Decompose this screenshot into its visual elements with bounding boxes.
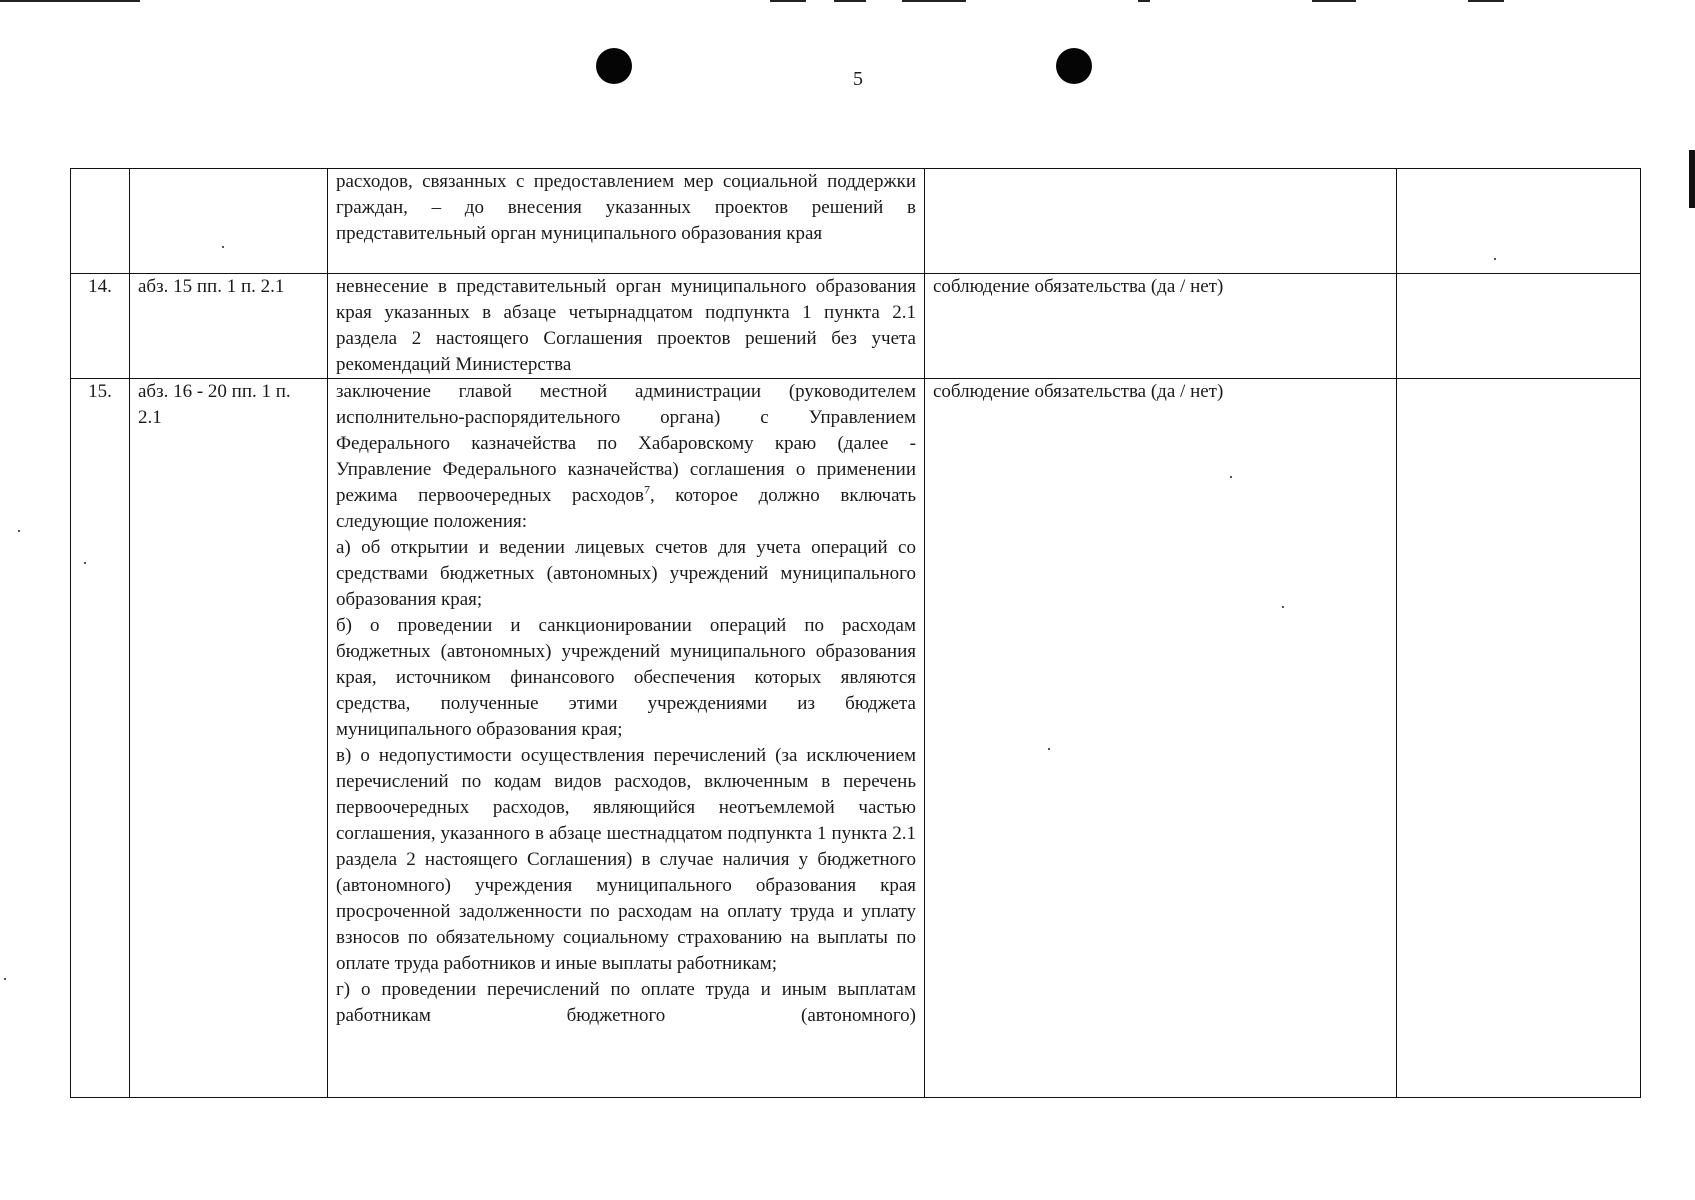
obligation-intro-text: заключение главой местной администрации (руководителем исполнительно-распорядительного органа) с Управлением Федерального казначейства по Хабаровскому краю (далее - Управление Федерального казначейства) соглашения о применении режима первоочередных расходов (336, 381, 916, 506)
scan-speck (18, 530, 20, 532)
scan-edge-mark (1689, 150, 1695, 208)
page-number: 5 (853, 68, 863, 90)
criterion-cell: соблюдение обязательства (да / нет) (925, 274, 1397, 379)
last-column-cell (1397, 169, 1641, 274)
last-column-cell (1397, 274, 1641, 379)
obligation-intro-end: , которое должно включать следующие положения: (336, 485, 916, 532)
reference-cell: абз. 16 - 20 пп. 1 п. 2.1 (130, 379, 328, 1098)
obligation-text-cell (328, 379, 925, 1098)
punch-hole-right (1056, 48, 1092, 84)
punch-hole-left (596, 48, 632, 84)
scan-edge-line (902, 0, 966, 2)
obligation-text-cell (328, 274, 925, 379)
table-row (71, 169, 1641, 274)
scan-edge-line (0, 0, 140, 2)
scan-edge-line (1312, 0, 1356, 2)
obligation-item-v: в) о недопустимости осуществления перечислений (за исключением перечислений по кодам видов расходов, включенным в перечень первоочередных расходов, являющийся неотъемлемой частью соглашения, указанного в абзаце шестнадцатом подпункта 1 пункта 2.1 раздела 2 настоящего Соглашения) в случае наличия у бюджетного (автономного) учреждения муниципального образования края просроченной задолженности по расходам на оплату труда и уплату взносов по обязательному социальному страхованию на выплаты по оплате труда работников и иные выплаты работникам; (336, 745, 916, 974)
reference-cell: абз. 15 пп. 1 п. 2.1 (130, 274, 328, 379)
obligation-intro (336, 379, 916, 535)
criterion-cell: соблюдение обязательства (да / нет) (925, 379, 1397, 1098)
scan-speck (4, 978, 6, 980)
scan-edge-line (1468, 0, 1504, 2)
scan-edge-line (834, 0, 866, 2)
obligation-text-cell (328, 169, 925, 274)
scan-edge-line (1138, 0, 1150, 2)
row-number-cell: 14. (71, 274, 130, 379)
last-column-cell (1397, 379, 1641, 1098)
row-number-cell (71, 169, 130, 274)
obligation-item-g: г) о проведении перечислений по оплате труда и иным выплатам работникам бюджетного (автономного) (336, 979, 916, 1026)
footnote-marker: 7 (643, 482, 650, 497)
table-row (71, 379, 1641, 1098)
reference-cell (130, 169, 328, 274)
row-number-cell: 15. (71, 379, 130, 1098)
obligation-item-b: б) о проведении и санкционировании операций по расходам бюджетных (автономных) учреждений муниципального образования края, источником финансового обеспечения которых являются средства, полученные этими учреждениями из бюджета муниципального образования края; (336, 615, 916, 740)
scan-edge-line (770, 0, 806, 2)
criterion-cell (925, 169, 1397, 274)
obligation-item-a: а) об открытии и ведении лицевых счетов для учета операций со средствами бюджетных (автономных) учреждений муниципального образования края; (336, 537, 916, 610)
obligations-table (70, 168, 1641, 1098)
table-row (71, 274, 1641, 379)
obligation-paragraph: расходов, связанных с предоставлением мер социальной поддержки граждан, – до внесения указанных проектов решений в представительный орган муниципального образования края (336, 171, 916, 244)
obligation-paragraph: невнесение в представительный орган муниципального образования края указанных в абзаце четырнадцатом подпункта 1 пункта 2.1 раздела 2 настоящего Соглашения проектов решений без учета рекомендаций Министерства (336, 276, 916, 375)
